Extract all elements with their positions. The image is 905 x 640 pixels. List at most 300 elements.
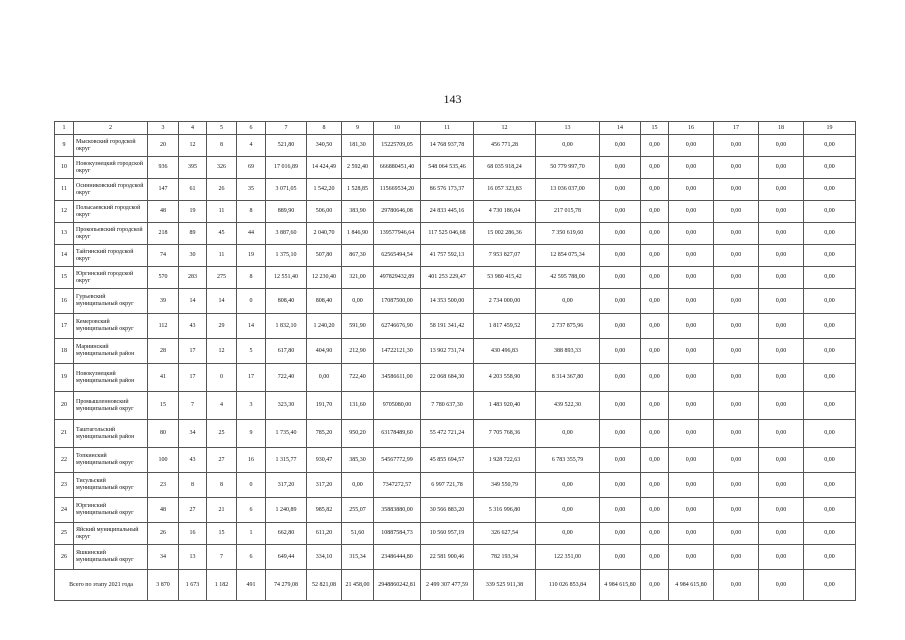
table-cell: 0,00 xyxy=(669,545,714,570)
table-cell: 12 551,40 xyxy=(266,267,307,289)
table-cell: 889,90 xyxy=(266,201,307,223)
table-cell: 0,00 xyxy=(536,473,600,498)
table-cell: 34 xyxy=(148,545,179,570)
table-cell: 69 xyxy=(237,157,266,179)
table-cell: 0,00 xyxy=(714,364,759,392)
table-cell: 1 542,20 xyxy=(307,179,342,201)
municipality-name-cell: Прокопьевский городской округ xyxy=(74,223,148,245)
table-cell: 51,60 xyxy=(342,523,374,545)
column-header: 3 xyxy=(148,122,179,135)
table-cell: 666880451,40 xyxy=(374,157,421,179)
table-cell: 0,00 xyxy=(641,289,669,314)
table-cell: 9 xyxy=(237,420,266,448)
table-cell: 0,00 xyxy=(714,245,759,267)
municipality-name-cell: Тисульский муниципальный округ xyxy=(74,473,148,498)
table-cell: 25 xyxy=(207,420,237,448)
table-cell: 23 xyxy=(148,473,179,498)
table-cell: 385,30 xyxy=(342,448,374,473)
table-cell: 0,00 xyxy=(641,392,669,420)
table-cell: 0,00 xyxy=(759,523,804,545)
row-number-cell: 12 xyxy=(55,201,74,223)
table-cell: 0,00 xyxy=(714,473,759,498)
table-cell: 0,00 xyxy=(759,448,804,473)
table-cell: 2 592,40 xyxy=(342,157,374,179)
table-cell: 456 771,28 xyxy=(474,135,536,157)
table-cell: 0,00 xyxy=(759,245,804,267)
table-cell: 0,00 xyxy=(342,473,374,498)
table-cell: 326 627,54 xyxy=(474,523,536,545)
table-cell: 7 780 637,30 xyxy=(421,392,474,420)
table-cell: 62746676,90 xyxy=(374,314,421,339)
table-cell: 0,00 xyxy=(669,420,714,448)
table-cell: 212,90 xyxy=(342,339,374,364)
table-cell: 23486444,80 xyxy=(374,545,421,570)
table-cell: 12 xyxy=(207,339,237,364)
table-cell: 0,00 xyxy=(641,364,669,392)
column-header: 12 xyxy=(474,122,536,135)
table-row xyxy=(55,392,856,420)
total-cell: 110 026 853,84 xyxy=(536,570,600,601)
table-cell: 0 xyxy=(237,289,266,314)
table-cell: 617,80 xyxy=(266,339,307,364)
table-body xyxy=(55,135,856,570)
header-row xyxy=(55,122,856,135)
table-cell: 13 902 731,74 xyxy=(421,339,474,364)
table-cell: 34586611,00 xyxy=(374,364,421,392)
table-cell: 0,00 xyxy=(536,420,600,448)
table-cell: 0,00 xyxy=(804,523,856,545)
table-cell: 0,00 xyxy=(536,289,600,314)
total-cell: 4 984 615,80 xyxy=(600,570,641,601)
table-cell: 0,00 xyxy=(641,245,669,267)
table-cell: 48 xyxy=(148,201,179,223)
table-cell: 8 xyxy=(237,201,266,223)
table-cell: 0,00 xyxy=(669,392,714,420)
table-cell: 0,00 xyxy=(714,135,759,157)
table-cell: 722,40 xyxy=(342,364,374,392)
table-cell: 4 203 558,90 xyxy=(474,364,536,392)
table-cell: 13 xyxy=(179,545,207,570)
table-cell: 22 581 900,46 xyxy=(421,545,474,570)
municipality-name-cell: Новокузнецкий городской округ xyxy=(74,157,148,179)
table-cell: 7 953 827,07 xyxy=(474,245,536,267)
table-cell: 191,70 xyxy=(307,392,342,420)
table-cell: 17 xyxy=(179,339,207,364)
table-cell: 401 253 229,47 xyxy=(421,267,474,289)
table-cell: 4 730 186,04 xyxy=(474,201,536,223)
total-cell: 491 xyxy=(237,570,266,601)
table-row xyxy=(55,364,856,392)
table-cell: 930,47 xyxy=(307,448,342,473)
table-cell: 19 xyxy=(179,201,207,223)
table-cell: 0,00 xyxy=(804,289,856,314)
row-number-cell: 25 xyxy=(55,523,74,545)
table-cell: 0,00 xyxy=(714,314,759,339)
table-cell: 0,00 xyxy=(600,339,641,364)
table-cell: 521,80 xyxy=(266,135,307,157)
total-cell: 1 673 xyxy=(179,570,207,601)
table-cell: 14 768 937,78 xyxy=(421,135,474,157)
table-cell: 68 035 918,24 xyxy=(474,157,536,179)
table-cell: 9705080,00 xyxy=(374,392,421,420)
table-cell: 0,00 xyxy=(759,135,804,157)
table-row xyxy=(55,157,856,179)
data-table xyxy=(54,121,856,601)
table-cell: 0,00 xyxy=(600,523,641,545)
column-header: 6 xyxy=(237,122,266,135)
table-cell: 722,40 xyxy=(266,364,307,392)
column-header: 5 xyxy=(207,122,237,135)
table-cell: 0,00 xyxy=(804,545,856,570)
row-number-cell: 21 xyxy=(55,420,74,448)
table-cell: 0,00 xyxy=(804,339,856,364)
table-cell: 0,00 xyxy=(536,135,600,157)
table-cell: 27 xyxy=(179,498,207,523)
table-cell: 0,00 xyxy=(804,223,856,245)
table-cell: 0,00 xyxy=(759,473,804,498)
table-cell: 14 xyxy=(207,289,237,314)
total-cell: 0,00 xyxy=(804,570,856,601)
table-cell: 0,00 xyxy=(714,498,759,523)
total-label: Всего по этапу 2021 года xyxy=(55,570,148,601)
column-header: 9 xyxy=(342,122,374,135)
table-cell: 0,00 xyxy=(804,448,856,473)
row-number-cell: 17 xyxy=(55,314,74,339)
table-cell: 2 734 000,00 xyxy=(474,289,536,314)
table-cell: 6 783 355,79 xyxy=(536,448,600,473)
table-cell: 0,00 xyxy=(714,179,759,201)
table-cell: 497829432,89 xyxy=(374,267,421,289)
table-cell: 89 xyxy=(179,223,207,245)
table-cell: 55 472 721,24 xyxy=(421,420,474,448)
table-cell: 0,00 xyxy=(669,523,714,545)
total-cell: 0,00 xyxy=(759,570,804,601)
table-cell: 0,00 xyxy=(600,448,641,473)
table-cell: 1 817 459,52 xyxy=(474,314,536,339)
table-cell: 2 040,70 xyxy=(307,223,342,245)
table-cell: 334,10 xyxy=(307,545,342,570)
table-cell: 0,00 xyxy=(759,392,804,420)
table-cell: 14 xyxy=(237,314,266,339)
table-cell: 950,20 xyxy=(342,420,374,448)
table-cell: 7347272,57 xyxy=(374,473,421,498)
table-cell: 0,00 xyxy=(641,498,669,523)
row-number-cell: 10 xyxy=(55,157,74,179)
table-cell: 12 854 075,34 xyxy=(536,245,600,267)
table-cell: 383,90 xyxy=(342,201,374,223)
table-cell: 21 xyxy=(207,498,237,523)
table-cell: 0,00 xyxy=(804,157,856,179)
table-cell: 0,00 xyxy=(714,339,759,364)
table-cell: 22 068 684,30 xyxy=(421,364,474,392)
table-cell: 14 353 500,00 xyxy=(421,289,474,314)
municipality-name-cell: Полысаевский городской округ xyxy=(74,201,148,223)
table-cell: 388 893,33 xyxy=(536,339,600,364)
table-cell: 404,90 xyxy=(307,339,342,364)
table-cell: 808,40 xyxy=(307,289,342,314)
table-cell: 43 xyxy=(179,448,207,473)
table-cell: 5 xyxy=(237,339,266,364)
row-number-cell: 14 xyxy=(55,245,74,267)
table-row xyxy=(55,420,856,448)
table-cell: 0,00 xyxy=(759,223,804,245)
table-cell: 0,00 xyxy=(600,420,641,448)
table-cell: 0,00 xyxy=(669,339,714,364)
table-cell: 1 240,89 xyxy=(266,498,307,523)
table-cell: 17 016,89 xyxy=(266,157,307,179)
table-cell: 3 071,05 xyxy=(266,179,307,201)
table-row xyxy=(55,245,856,267)
table-cell: 0,00 xyxy=(714,545,759,570)
total-cell: 2948860242,81 xyxy=(374,570,421,601)
municipality-name-cell: Мысковский городской округ xyxy=(74,135,148,157)
municipality-name-cell: Яшкинский муниципальный округ xyxy=(74,545,148,570)
table-cell: 1 846,90 xyxy=(342,223,374,245)
table-cell: 35 xyxy=(237,179,266,201)
table-cell: 0,00 xyxy=(714,201,759,223)
table-cell: 1 928 722,63 xyxy=(474,448,536,473)
municipality-name-cell: Яйский муниципальный округ xyxy=(74,523,148,545)
table-cell: 0,00 xyxy=(669,364,714,392)
table-cell: 14 424,49 xyxy=(307,157,342,179)
total-cell: 2 499 307 477,59 xyxy=(421,570,474,601)
table-cell: 35883880,00 xyxy=(374,498,421,523)
total-cell: 1 182 xyxy=(207,570,237,601)
table-cell: 0,00 xyxy=(669,135,714,157)
table-cell: 349 550,79 xyxy=(474,473,536,498)
table-cell: 1 315,77 xyxy=(266,448,307,473)
table-cell: 17 xyxy=(179,364,207,392)
table-row xyxy=(55,523,856,545)
table-cell: 8 xyxy=(237,267,266,289)
total-cell: 0,00 xyxy=(714,570,759,601)
table-cell: 317,20 xyxy=(266,473,307,498)
table-cell: 591,90 xyxy=(342,314,374,339)
table-cell: 42 595 788,00 xyxy=(536,267,600,289)
table-cell: 16 xyxy=(179,523,207,545)
column-header: 16 xyxy=(669,122,714,135)
table-cell: 50 779 997,70 xyxy=(536,157,600,179)
table-cell: 139577946,64 xyxy=(374,223,421,245)
column-header: 7 xyxy=(266,122,307,135)
municipality-name-cell: Тайгинский городской округ xyxy=(74,245,148,267)
table-cell: 62565494,54 xyxy=(374,245,421,267)
table-cell: 3 887,60 xyxy=(266,223,307,245)
table-row xyxy=(55,314,856,339)
total-row xyxy=(55,570,856,601)
table-cell: 15 xyxy=(148,392,179,420)
table-cell: 0 xyxy=(237,473,266,498)
table-cell: 74 xyxy=(148,245,179,267)
table-cell: 30 566 883,20 xyxy=(421,498,474,523)
table-cell: 0,00 xyxy=(804,392,856,420)
table-row xyxy=(55,289,856,314)
table-cell: 112 xyxy=(148,314,179,339)
table-cell: 45 855 694,57 xyxy=(421,448,474,473)
table-cell: 10887584,73 xyxy=(374,523,421,545)
table-cell: 7 350 619,60 xyxy=(536,223,600,245)
row-number-cell: 26 xyxy=(55,545,74,570)
table-cell: 0,00 xyxy=(804,245,856,267)
table-cell: 24 833 445,16 xyxy=(421,201,474,223)
table-row xyxy=(55,267,856,289)
total-cell: 3 870 xyxy=(148,570,179,601)
table-cell: 80 xyxy=(148,420,179,448)
table-cell: 0,00 xyxy=(714,157,759,179)
column-header: 11 xyxy=(421,122,474,135)
table-cell: 0,00 xyxy=(600,135,641,157)
table-cell: 10 560 957,19 xyxy=(421,523,474,545)
table-cell: 0,00 xyxy=(641,314,669,339)
table-cell: 7 xyxy=(207,545,237,570)
table-cell: 147 xyxy=(148,179,179,201)
table-cell: 181,30 xyxy=(342,135,374,157)
table-cell: 0 xyxy=(207,364,237,392)
column-header: 19 xyxy=(804,122,856,135)
table-cell: 54567772,99 xyxy=(374,448,421,473)
table-row xyxy=(55,179,856,201)
table-cell: 0,00 xyxy=(307,364,342,392)
total-cell: 4 984 615,80 xyxy=(669,570,714,601)
table-cell: 15225709,05 xyxy=(374,135,421,157)
table-cell: 321,00 xyxy=(342,267,374,289)
table-cell: 0,00 xyxy=(804,135,856,157)
table-cell: 1 735,40 xyxy=(266,420,307,448)
table-cell: 28 xyxy=(148,339,179,364)
table-cell: 317,20 xyxy=(307,473,342,498)
table-cell: 45 xyxy=(207,223,237,245)
table-cell: 53 980 415,42 xyxy=(474,267,536,289)
table-cell: 27 xyxy=(207,448,237,473)
table-cell: 4 xyxy=(207,392,237,420)
table-cell: 0,00 xyxy=(804,364,856,392)
table-cell: 0,00 xyxy=(759,498,804,523)
table-cell: 12 xyxy=(179,135,207,157)
table-cell: 0,00 xyxy=(669,223,714,245)
table-cell: 58 191 341,42 xyxy=(421,314,474,339)
table-cell: 507,80 xyxy=(307,245,342,267)
column-header: 4 xyxy=(179,122,207,135)
table-cell: 340,50 xyxy=(307,135,342,157)
table-cell: 17 xyxy=(237,364,266,392)
row-number-cell: 22 xyxy=(55,448,74,473)
table-cell: 86 576 173,37 xyxy=(421,179,474,201)
table-cell: 0,00 xyxy=(759,545,804,570)
table-cell: 0,00 xyxy=(600,314,641,339)
column-header: 15 xyxy=(641,122,669,135)
row-number-cell: 23 xyxy=(55,473,74,498)
table-cell: 0,00 xyxy=(641,420,669,448)
column-header: 13 xyxy=(536,122,600,135)
table-cell: 217 015,78 xyxy=(536,201,600,223)
column-header: 17 xyxy=(714,122,759,135)
table-cell: 985,82 xyxy=(307,498,342,523)
table-cell: 326 xyxy=(207,157,237,179)
table-row xyxy=(55,339,856,364)
table-cell: 0,00 xyxy=(669,448,714,473)
table-cell: 0,00 xyxy=(600,498,641,523)
table-cell: 0,00 xyxy=(759,420,804,448)
table-cell: 0,00 xyxy=(600,245,641,267)
table-cell: 1 240,20 xyxy=(307,314,342,339)
table-cell: 315,34 xyxy=(342,545,374,570)
table-cell: 14722121,30 xyxy=(374,339,421,364)
table-cell: 662,80 xyxy=(266,523,307,545)
total-cell: 52 821,08 xyxy=(307,570,342,601)
table-row xyxy=(55,545,856,570)
table-cell: 115669534,20 xyxy=(374,179,421,201)
table-cell: 936 xyxy=(148,157,179,179)
table-cell: 0,00 xyxy=(759,157,804,179)
table-cell: 395 xyxy=(179,157,207,179)
total-cell: 339 525 911,38 xyxy=(474,570,536,601)
table-cell: 782 193,34 xyxy=(474,545,536,570)
table-cell: 0,00 xyxy=(804,179,856,201)
table-cell: 0,00 xyxy=(714,267,759,289)
table-cell: 218 xyxy=(148,223,179,245)
table-cell: 0,00 xyxy=(536,498,600,523)
municipality-name-cell: Юргинский муниципальный округ xyxy=(74,498,148,523)
table-cell: 41 xyxy=(148,364,179,392)
total-cell: 21 458,00 xyxy=(342,570,374,601)
row-number-cell: 18 xyxy=(55,339,74,364)
table-cell: 649,44 xyxy=(266,545,307,570)
table-cell: 8 xyxy=(207,135,237,157)
table-cell: 0,00 xyxy=(759,364,804,392)
table-cell: 0,00 xyxy=(669,267,714,289)
table-cell: 131,60 xyxy=(342,392,374,420)
table-cell: 0,00 xyxy=(714,448,759,473)
table-cell: 0,00 xyxy=(669,473,714,498)
column-header: 14 xyxy=(600,122,641,135)
row-number-cell: 15 xyxy=(55,267,74,289)
table-cell: 0,00 xyxy=(669,201,714,223)
table-cell: 439 522,30 xyxy=(536,392,600,420)
table-cell: 1 xyxy=(237,523,266,545)
table-cell: 0,00 xyxy=(600,223,641,245)
table-cell: 0,00 xyxy=(600,545,641,570)
table-cell: 0,00 xyxy=(641,473,669,498)
table-cell: 6 xyxy=(237,545,266,570)
table-cell: 12 230,40 xyxy=(307,267,342,289)
table-cell: 15 xyxy=(207,523,237,545)
table-cell: 4 xyxy=(237,135,266,157)
table-cell: 1 528,85 xyxy=(342,179,374,201)
table-cell: 0,00 xyxy=(641,523,669,545)
table-cell: 275 xyxy=(207,267,237,289)
table-cell: 1 375,10 xyxy=(266,245,307,267)
municipality-name-cell: Промышленновский муниципальный округ xyxy=(74,392,148,420)
table-cell: 548 064 535,46 xyxy=(421,157,474,179)
table-cell: 0,00 xyxy=(669,179,714,201)
table-cell: 2 737 875,96 xyxy=(536,314,600,339)
table-cell: 0,00 xyxy=(804,267,856,289)
table-cell: 5 316 996,80 xyxy=(474,498,536,523)
table-cell: 3 xyxy=(237,392,266,420)
table-cell: 0,00 xyxy=(804,420,856,448)
table-cell: 0,00 xyxy=(600,201,641,223)
column-header: 18 xyxy=(759,122,804,135)
table-cell: 20 xyxy=(148,135,179,157)
row-number-cell: 24 xyxy=(55,498,74,523)
table-cell: 0,00 xyxy=(641,179,669,201)
table-cell: 0,00 xyxy=(600,157,641,179)
table-cell: 0,00 xyxy=(759,201,804,223)
row-number-cell: 9 xyxy=(55,135,74,157)
table-cell: 8 xyxy=(207,473,237,498)
table-cell: 0,00 xyxy=(714,420,759,448)
table-cell: 41 757 592,13 xyxy=(421,245,474,267)
